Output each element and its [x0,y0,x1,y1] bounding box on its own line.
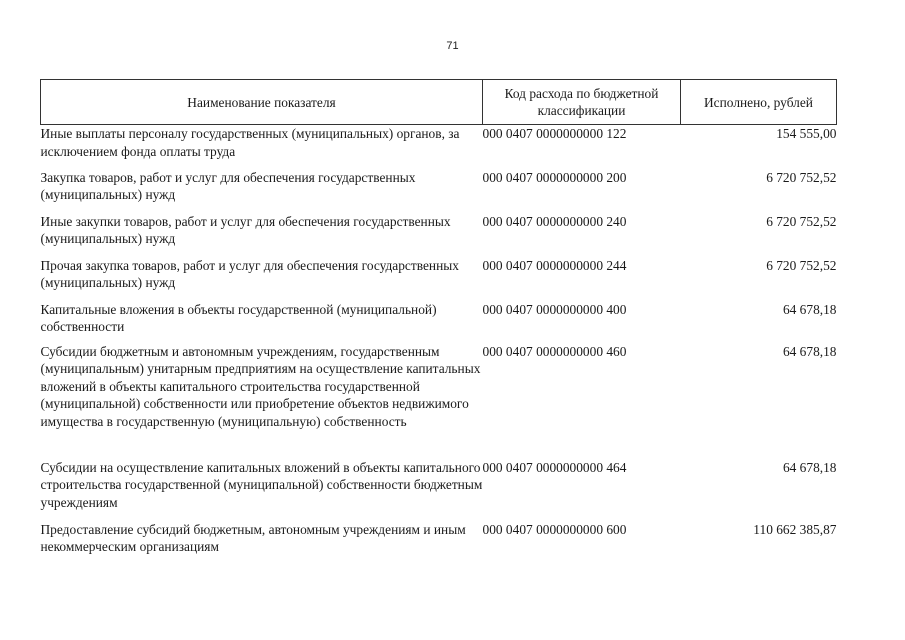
row-name: Иные выплаты персоналу государственных (муниципальных) органов, за исключением фонда оплаты труда [40,126,460,159]
row-code: 000 0407 0000000000 122 [482,126,627,141]
header-indicator-name: Наименование показателя [41,80,483,125]
row-code: 000 0407 0000000000 400 [482,301,627,317]
row-name: Прочая закупка товаров, работ и услуг для обеспечения государственных (муниципальных) нужд [40,257,459,290]
table-row [41,213,837,257]
page-number: 71 [446,40,459,52]
row-amount: 64 678,18 [782,343,837,359]
row-name: Предоставление субсидий бюджетным, автономным учреждениям и иным некоммерческим организациям [40,521,466,554]
row-amount: 110 662 385,87 [753,521,837,537]
table-row [41,257,837,301]
row-code: 000 0407 0000000000 200 [482,169,627,185]
row-amount: 6 720 752,52 [766,257,837,273]
table-row [41,125,837,169]
expenditure-table [40,79,837,563]
table-row [41,169,837,213]
row-name: Субсидии бюджетным и автономным учреждениям, государственным (муниципальным) унитарным предприятиям на осуществление капитальных вложений в объекты капитального строительства государственной (муниципальной) собственности или приобретение объектов недвижимого имущества в государственную (муниципальную) собственность [40,343,481,429]
header-executed-amount: Исполнено, рублей [681,80,837,125]
row-code: 000 0407 0000000000 240 [482,213,627,229]
row-amount: 64 678,18 [782,301,837,317]
row-code: 000 0407 0000000000 464 [482,459,627,475]
table-row [41,343,837,459]
row-code: 000 0407 0000000000 244 [482,257,627,273]
table-row [41,301,837,343]
row-name: Капитальные вложения в объекты государственной (муниципальной) собственности [40,301,437,334]
table-row [41,521,837,563]
header-budget-code: Код расхода по бюджетной классификации [483,80,681,125]
row-amount: 6 720 752,52 [766,169,837,185]
table-row [41,459,837,521]
row-code: 000 0407 0000000000 460 [482,343,627,359]
table-header-row [41,80,837,125]
row-amount: 154 555,00 [776,126,837,141]
row-amount: 6 720 752,52 [766,213,837,229]
row-name: Субсидии на осуществление капитальных вложений в объекты капитального строительства государственной (муниципальной) собственности бюджетным учреждениям [40,459,483,510]
row-name: Закупка товаров, работ и услуг для обеспечения государственных (муниципальных) нужд [40,169,416,202]
row-name: Иные закупки товаров, работ и услуг для обеспечения государственных (муниципальных) нужд [40,213,451,246]
row-code: 000 0407 0000000000 600 [482,521,627,537]
row-amount: 64 678,18 [782,459,837,475]
